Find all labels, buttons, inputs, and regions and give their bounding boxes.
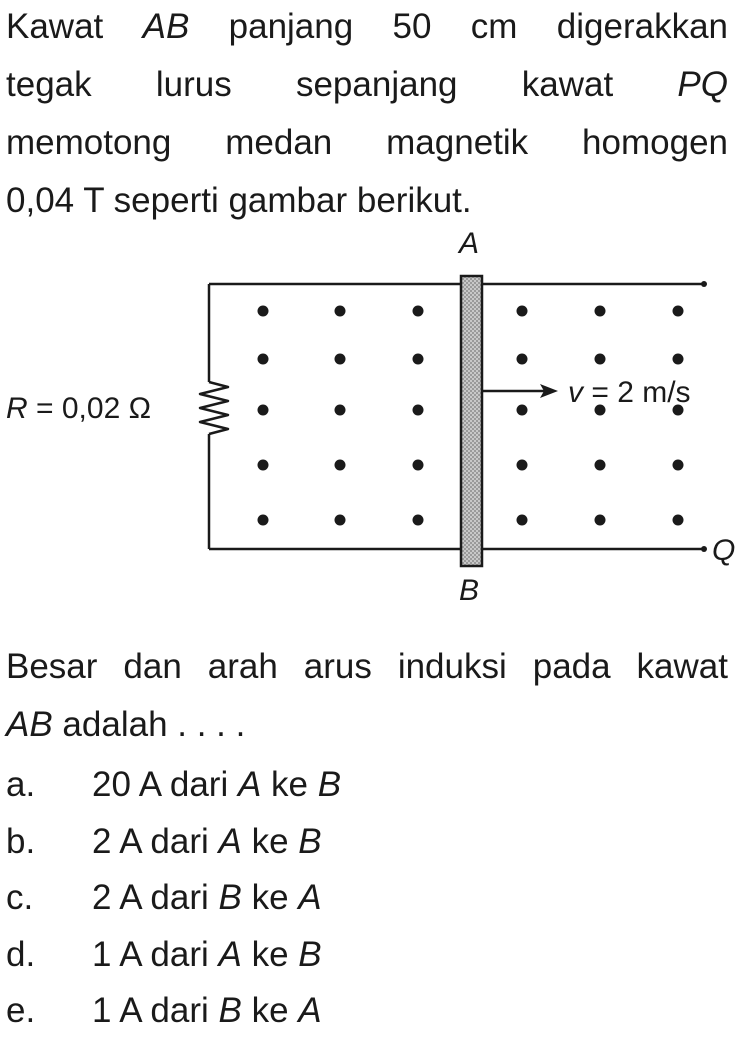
option-to: A [298,878,322,917]
field-dot [673,460,684,471]
option-a[interactable] [6,757,728,814]
option-connector: ke [241,821,299,861]
circuit-figure [0,220,737,610]
field-dot [517,405,528,416]
velocity-label [568,376,691,409]
option-text [92,870,322,927]
field-dot [413,306,424,317]
option-letter: c. [6,878,34,917]
question-line-2 [6,696,728,754]
field-dot [413,515,424,526]
question-text: adalah . . . . [52,705,246,744]
intro-line-3: memotong medan magnetik homogen [6,123,728,162]
field-dot [673,515,684,526]
circuit-diagram [0,220,737,610]
field-dot [413,354,424,365]
option-to: A [298,991,322,1030]
field-dot [595,460,606,471]
field-dot [595,306,606,317]
option-connector: ke [241,878,299,917]
intro-line-4: 0,04 T seperti gambar berikut. [6,181,472,220]
intro-text: panjang 50 cm digerakkan [189,7,728,46]
field-dot [673,306,684,317]
field-dot [595,354,606,365]
answer-options [6,757,728,1040]
option-b[interactable] [6,814,728,871]
option-text [92,757,341,814]
field-dot [517,515,528,526]
option-value: 2 A dari [92,821,219,861]
wire-label-ab: AB [142,7,190,46]
label-b: B [459,574,480,607]
resistor-symbol-text: R [6,392,28,425]
option-value: 1 A dari [92,991,219,1030]
option-connector: ke [241,934,299,974]
option-e[interactable] [6,983,728,1040]
option-connector: ke [241,991,299,1030]
label-a: A [459,227,480,260]
field-dot [258,405,269,416]
intro-paragraph [6,0,728,230]
option-letter: b. [6,821,36,861]
option-from: A [218,821,242,861]
option-text [92,927,322,984]
resistor-label [6,392,151,425]
option-letter: e. [6,991,36,1030]
field-dot [335,515,346,526]
wire-label-pq: PQ [677,65,728,104]
option-from: A [218,934,242,974]
field-dot [517,460,528,471]
field-dot [413,460,424,471]
question-paragraph [6,638,728,754]
rail-top-end-point [701,281,707,287]
option-letter: d. [6,934,36,974]
field-dot [335,354,346,365]
field-dot [595,515,606,526]
option-from: A [237,765,262,804]
field-dot [413,405,424,416]
field-dot [335,405,346,416]
question-line-1: Besar dan arah arus induksi pada kawat [6,647,728,686]
resistor-value: = 0,02 Ω [27,392,152,425]
wire-label-ab: AB [6,705,53,744]
option-to: B [317,765,342,804]
option-value: 2 A dari [92,878,219,917]
option-letter: a. [6,765,36,804]
intro-text: tegak lurus sepanjang kawat [6,65,678,104]
velocity-value: = 2 m/s [583,376,691,409]
intro-line-1 [6,0,728,56]
intro-text: Kawat [6,7,143,46]
option-text [92,983,322,1040]
option-from: B [218,878,242,917]
field-dot [258,460,269,471]
option-d[interactable] [6,927,728,984]
field-dot [335,460,346,471]
option-to: B [298,821,322,861]
rail-bottom-end-point-q [701,546,707,552]
field-dot [258,515,269,526]
field-dot [258,354,269,365]
option-to: B [298,934,322,974]
conductor-rod-ab [461,276,482,566]
resistor-symbol [200,382,228,434]
option-value: 1 A dari [92,934,219,974]
option-c[interactable] [6,870,728,927]
option-from: B [218,991,242,1030]
intro-line-2 [6,56,728,114]
option-value: 20 A dari [92,765,238,804]
label-q: Q [712,534,736,567]
option-text [92,814,322,871]
field-dot [673,354,684,365]
field-dot [517,354,528,365]
field-dot [258,306,269,317]
field-dot [517,306,528,317]
field-dot [335,306,346,317]
option-connector: ke [261,765,318,804]
velocity-symbol-text: v [568,376,583,409]
